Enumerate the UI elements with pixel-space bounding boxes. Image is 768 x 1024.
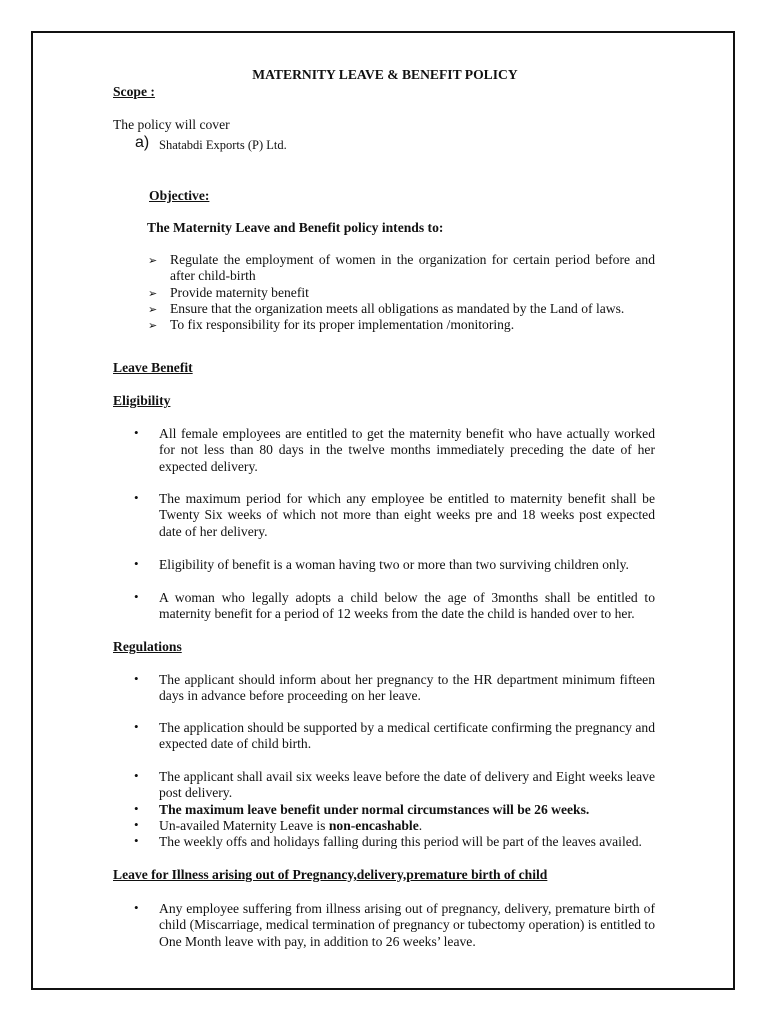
objective-intro: The Maternity Leave and Benefit policy intends to: — [147, 220, 444, 235]
arrow-bullet-icon: ➢ — [148, 303, 158, 316]
objective-point: Provide maternity benefit — [170, 285, 309, 300]
arrow-bullet-icon: ➢ — [148, 319, 158, 332]
regulation-point-bold: The maximum leave benefit under normal circumstances will be 26 weeks. — [159, 802, 590, 817]
bullet-icon: • — [134, 817, 139, 832]
bullet-icon: • — [134, 425, 139, 440]
scope-heading: Scope : — [113, 84, 155, 99]
objective-heading: Objective: — [149, 188, 210, 203]
encash-prefix: Un-availed Maternity Leave is — [159, 818, 329, 833]
regulations-heading: Regulations — [113, 639, 182, 654]
arrow-bullet-icon: ➢ — [148, 287, 158, 300]
eligibility-heading: Eligibility — [113, 393, 171, 408]
regulation-point: The application should be supported by a medical certificate confirming the pregnancy and expected date of child birth. — [159, 720, 655, 752]
regulation-point: The applicant should inform about her pregnancy to the HR department minimum fifteen days in advance before proceeding on her leave. — [159, 672, 655, 704]
illness-point: Any employee suffering from illness arising out of pregnancy, delivery, premature birth of child (Miscarriage, medical termination of pregnancy or tubectomy operation) is entitled to One Month leave with pay, in addition to 26 weeks’ leave. — [159, 901, 656, 949]
leave-benefit-heading: Leave Benefit — [113, 360, 193, 375]
bullet-icon: • — [134, 768, 139, 783]
bullet-icon: • — [134, 671, 139, 686]
scope-intro: The policy will cover — [113, 117, 230, 132]
document-page — [31, 31, 735, 990]
encash-bold: non-encashable — [328, 818, 419, 833]
bullet-icon: • — [134, 719, 139, 734]
illness-heading: Leave for Illness arising out of Pregnancy,delivery,premature birth of child — [113, 867, 548, 882]
regulation-point — [159, 818, 422, 834]
bullet-icon: • — [134, 900, 139, 915]
eligibility-point: Eligibility of benefit is a woman having two or more than two surviving children only. — [159, 557, 629, 572]
scope-item: Shatabdi Exports (P) Ltd. — [159, 138, 287, 152]
bullet-icon: • — [134, 801, 139, 816]
bullet-icon: • — [134, 833, 139, 848]
objective-point: Ensure that the organization meets all obligations as mandated by the Land of laws. — [170, 301, 625, 316]
bullet-icon: • — [134, 490, 139, 505]
encash-suffix: . — [418, 818, 423, 833]
bullet-icon: • — [134, 589, 139, 604]
objective-point: To fix responsibility for its proper implementation /monitoring. — [170, 317, 515, 332]
list-marker: a) — [135, 134, 150, 151]
regulation-point: The applicant shall avail six weeks leave before the date of delivery and Eight weeks leave post delivery. — [159, 769, 655, 801]
objective-point: Regulate the employment of women in the organization for certain period before and after child-birth — [170, 252, 655, 284]
page-title: MATERNITY LEAVE & BENEFIT POLICY — [252, 67, 518, 82]
arrow-bullet-icon: ➢ — [148, 254, 158, 267]
bullet-icon: • — [134, 556, 139, 571]
eligibility-point: The maximum period for which any employee be entitled to maternity benefit shall be Twenty Six weeks of which not more than eight weeks pre and 18 weeks post expected date of her delivery. — [159, 491, 655, 539]
eligibility-point: All female employees are entitled to get the maternity benefit who have actually worked for not less than 80 days in the twelve months immediately preceding the date of her expected delivery. — [159, 426, 655, 474]
eligibility-point: A woman who legally adopts a child below the age of 3months shall be entitled to maternity benefit for a period of 12 weeks from the date the child is handed over to her. — [159, 590, 655, 622]
regulation-point: The weekly offs and holidays falling during this period will be part of the leaves availed. — [159, 834, 642, 849]
